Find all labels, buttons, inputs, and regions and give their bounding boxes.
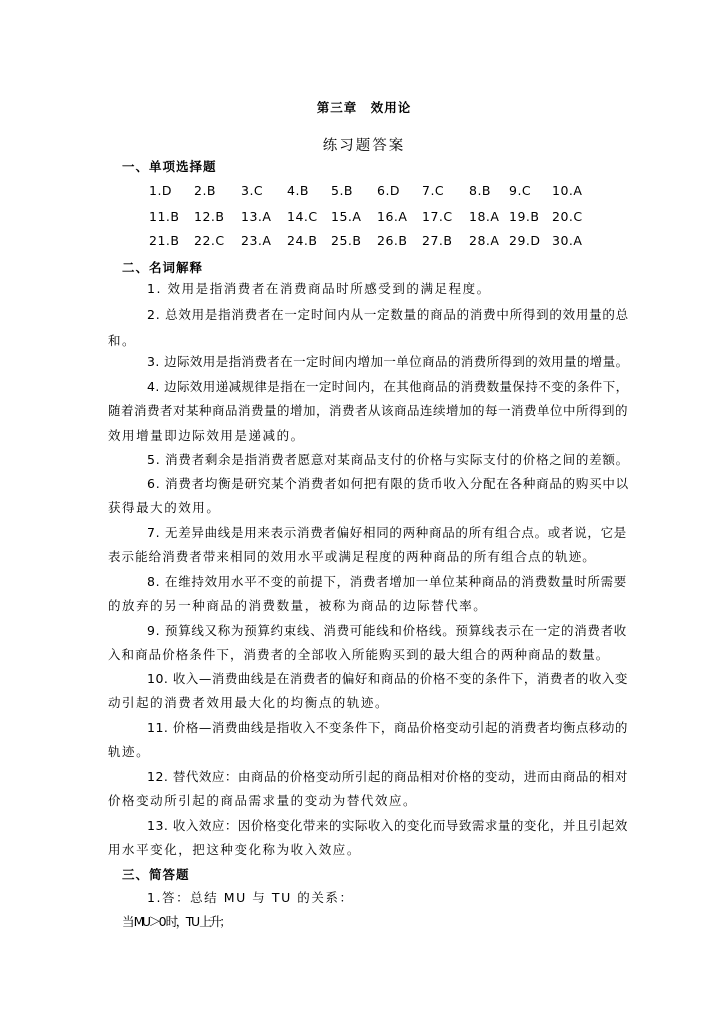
definition-line: 效用增量即边际效用是递减的。 bbox=[108, 428, 305, 443]
definition-line: 随着消费者对某种商品消费量的增加，消费者从该商品连续增加的每一消费单位中所得到的 bbox=[108, 403, 629, 418]
mc-answer: 12.B bbox=[194, 209, 225, 224]
mc-answer: 2.B bbox=[194, 183, 217, 198]
mc-answer: 30.A bbox=[552, 233, 583, 248]
definition-line: 4. 边际效用递减规律是指在一定时间内，在其他商品的消费数量保持不变的条件下， bbox=[147, 379, 629, 394]
mc-answer: 27.B bbox=[422, 233, 453, 248]
mc-answer: 15.A bbox=[331, 209, 362, 224]
mc-answer: 21.B bbox=[149, 233, 180, 248]
mc-answer: 7.C bbox=[422, 183, 445, 198]
mc-answer: 29.D bbox=[509, 233, 541, 248]
definition-line: 价格变动所引起的商品需求量的变动为替代效应。 bbox=[108, 793, 418, 808]
mc-answer: 1.D bbox=[149, 183, 173, 198]
answer-line: 当 MU＞0 时，TU 上升； bbox=[122, 914, 230, 929]
mc-answer: 5.B bbox=[331, 183, 354, 198]
definition-line: 10. 收入—消费曲线是在消费者的偏好和商品的价格不变的条件下，消费者的收入变 bbox=[147, 671, 628, 686]
mc-answer: 4.B bbox=[287, 183, 310, 198]
definition-line: 入和商品价格条件下，消费者的全部收入所能购买到的最大组合的两种商品的数量。 bbox=[108, 647, 610, 662]
mc-answer: 28.A bbox=[469, 233, 500, 248]
definition-line: 和。 bbox=[108, 333, 137, 348]
mc-answer: 22.C bbox=[194, 233, 225, 248]
definition-line: 表示能给消费者带来相同的效用水平或满足程度的两种商品的所有组合点的轨迹。 bbox=[108, 549, 596, 564]
mc-answer: 20.C bbox=[552, 209, 583, 224]
mc-answer: 6.D bbox=[377, 183, 401, 198]
definition-line: 5. 消费者剩余是指消费者愿意对某商品支付的价格与实际支付的价格之间的差额。 bbox=[147, 452, 629, 467]
definition-line: 7. 无差异曲线是用来表示消费者偏好相同的两种商品的所有组合点。或者说，它是 bbox=[147, 525, 628, 540]
answer-line: 1.答：总结 MU 与 TU 的关系： bbox=[147, 890, 354, 905]
mc-answer: 3.C bbox=[241, 183, 264, 198]
mc-answer: 14.C bbox=[287, 209, 318, 224]
mc-answer: 18.A bbox=[469, 209, 500, 224]
section-heading-multiple-choice: 一、单项选择题 bbox=[122, 159, 217, 174]
chapter-title: 第三章 效用论 bbox=[316, 100, 412, 115]
mc-answer: 23.A bbox=[241, 233, 272, 248]
definition-line: 轨迹。 bbox=[108, 744, 151, 759]
section-heading-definitions: 二、名词解释 bbox=[122, 260, 204, 275]
definition-line: 8. 在维持效用水平不变的前提下，消费者增加一单位某种商品的消费数量时所需要 bbox=[147, 574, 628, 589]
mc-answer: 8.B bbox=[469, 183, 492, 198]
answers-title: 练习题答案 bbox=[322, 138, 406, 154]
mc-answer: 24.B bbox=[287, 233, 318, 248]
mc-answer: 19.B bbox=[509, 209, 540, 224]
definition-line: 9. 预算线又称为预算约束线、消费可能线和价格线。预算线表示在一定的消费者收 bbox=[147, 623, 628, 638]
definition-line: 12. 替代效应：由商品的价格变动所引起的商品相对价格的变动，进而由商品的相对 bbox=[147, 769, 628, 784]
mc-answer: 9.C bbox=[509, 183, 532, 198]
mc-answer-row bbox=[0, 233, 728, 251]
mc-answer: 26.B bbox=[377, 233, 408, 248]
section-heading-short-answer: 三、简答题 bbox=[122, 867, 190, 882]
mc-answer-row bbox=[0, 209, 728, 227]
definition-line: 动引起的消费者效用最大化的均衡点的轨迹。 bbox=[108, 695, 390, 710]
definition-line: 3. 边际效用是指消费者在一定时间内增加一单位商品的消费所得到的效用量的增量。 bbox=[147, 354, 629, 369]
definition-line: 11. 价格—消费曲线是指收入不变条件下，商品价格变动引起的消费者均衡点移动的 bbox=[147, 720, 628, 735]
mc-answer: 25.B bbox=[331, 233, 362, 248]
mc-answer: 13.A bbox=[241, 209, 272, 224]
mc-answer: 16.A bbox=[377, 209, 408, 224]
mc-answer: 11.B bbox=[149, 209, 180, 224]
definition-line: 2. 总效用是指消费者在一定时间内从一定数量的商品的消费中所得到的效用量的总 bbox=[147, 307, 629, 322]
definition-line: 用水平变化，把这种变化称为收入效应。 bbox=[108, 842, 361, 857]
mc-answer: 17.C bbox=[422, 209, 453, 224]
definition-line: 的放弃的另一种商品的消费数量，被称为商品的边际替代率。 bbox=[108, 598, 488, 613]
definition-line: 获得最大的效用。 bbox=[108, 500, 221, 515]
mc-answer: 10.A bbox=[552, 183, 583, 198]
mc-answer-row bbox=[0, 183, 728, 201]
definition-line: 6. 消费者均衡是研究某个消费者如何把有限的货币收入分配在各种商品的购买中以 bbox=[147, 476, 629, 491]
definition-line: 13. 收入效应：因价格变化带来的实际收入的变化而导致需求量的变化，并且引起效 bbox=[147, 818, 628, 833]
definition-line: 1. 效用是指消费者在消费商品时所感受到的满足程度。 bbox=[147, 281, 491, 296]
